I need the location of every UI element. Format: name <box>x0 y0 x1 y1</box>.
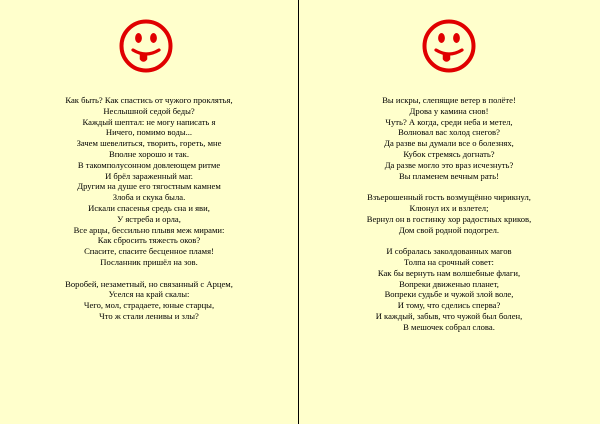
smiley-tongue <box>141 54 147 61</box>
poem-line: Искали спасенья средь сна и яви, <box>88 202 210 213</box>
poem-line: Как быть? Как спастись от чужого проклятья, <box>65 95 233 105</box>
smiley-left-eye <box>135 33 142 43</box>
poem-line: Вопреки судьбе и чужой злой воле, <box>384 289 514 300</box>
poem-line: Чего, мол, страдаете, юные старцы, <box>83 300 215 311</box>
poem-line: Дрова у камина снов! <box>409 105 489 116</box>
smiley-tongue <box>444 54 450 61</box>
poem-line: Ничего, помимо воды... <box>105 127 193 138</box>
poem-line: Вы искры, слепящие ветер в полёте! <box>382 95 516 105</box>
poem-line: Уселся на край скалы: <box>108 289 190 300</box>
poem-line: Воробей, незаметный, но связанный с Арцем, <box>65 278 233 289</box>
stanza-break <box>299 235 599 246</box>
poem-line: Что ж стали ленивы и злы? <box>99 310 199 321</box>
poem-line: И собралась заколдованных магов <box>386 246 512 257</box>
stanza-break <box>0 268 298 279</box>
smiley-face-outline <box>122 22 171 71</box>
poem-line: И тому, что сделись сперва? <box>397 300 501 311</box>
poem-line: Другим на душе его тягостным камнем <box>77 181 221 192</box>
right-page <box>299 0 599 424</box>
poem-line: Вполне хорошо и так. <box>108 148 190 159</box>
stanza-break <box>299 181 599 192</box>
right-poem <box>299 95 599 333</box>
poem-line: В мешочек собрал слова. <box>403 321 495 332</box>
poem-line: Неслышной седой беды? <box>103 105 195 116</box>
smiley-left-eye <box>438 33 445 43</box>
poem-line: Вернул он в гостинку хор радостных криков, <box>366 213 532 224</box>
poem-line: Дом свой родной подогрел. <box>398 224 500 235</box>
poem-line: Толпа на срочный совет: <box>404 256 494 267</box>
poem-line: Посланник пришёл на зов. <box>100 256 198 267</box>
poem-line: И каждый, забыв, что чужой был болен, <box>375 310 523 321</box>
poem-line: Волновал вас холод снегов? <box>398 127 500 138</box>
poem-line: Вопреки движенью планет, <box>399 278 499 289</box>
poem-line: В такомполусонном довлеющем ритме <box>77 159 221 170</box>
poem-line: Вы пламенем вечным рать! <box>399 170 499 181</box>
smiley-face-outline <box>425 22 474 71</box>
poem-line: Чуть? А когда, среди неба и метел, <box>385 116 513 127</box>
poem-line: Кубок стремясь догнать? <box>403 148 495 159</box>
poem-line: У ястреба и орла, <box>117 213 181 224</box>
poem-line: Как сбросить тяжесть оков? <box>97 235 201 246</box>
poem-line: Клюнул их и взлетел; <box>409 202 489 213</box>
poem-line: И брёл зараженный маг. <box>105 170 193 181</box>
smiley-right-eye <box>150 33 157 43</box>
tongue-out-smiley-icon <box>419 16 479 76</box>
smiley-mouth <box>436 50 462 54</box>
poem-line: Каждый шептал: не могу написать я <box>82 116 216 127</box>
poem-line: Да разве вы думали все о болезнях, <box>384 138 514 149</box>
tongue-out-smiley-icon <box>116 16 176 76</box>
poem-line: Зачем шевелиться, творить, гореть, мне <box>76 138 222 149</box>
left-poem <box>0 95 298 322</box>
poem-line: Как бы вернуть нам волшебные флаги, <box>377 267 521 278</box>
smiley-right-eye <box>453 33 460 43</box>
left-page <box>0 0 299 424</box>
poem-line: Все арцы, бессильно плывя меж мирами: <box>73 224 225 235</box>
poem-line: Злоба и скука была. <box>112 192 186 203</box>
poem-line: Спасите, спасите бесценное пламя! <box>84 246 214 257</box>
smiley-mouth <box>133 50 159 54</box>
poem-line: Да разве могло это враз исчезнуть? <box>384 159 514 170</box>
poem-line: Взъерошенный гость возмущённо чирикнул, <box>367 192 531 203</box>
